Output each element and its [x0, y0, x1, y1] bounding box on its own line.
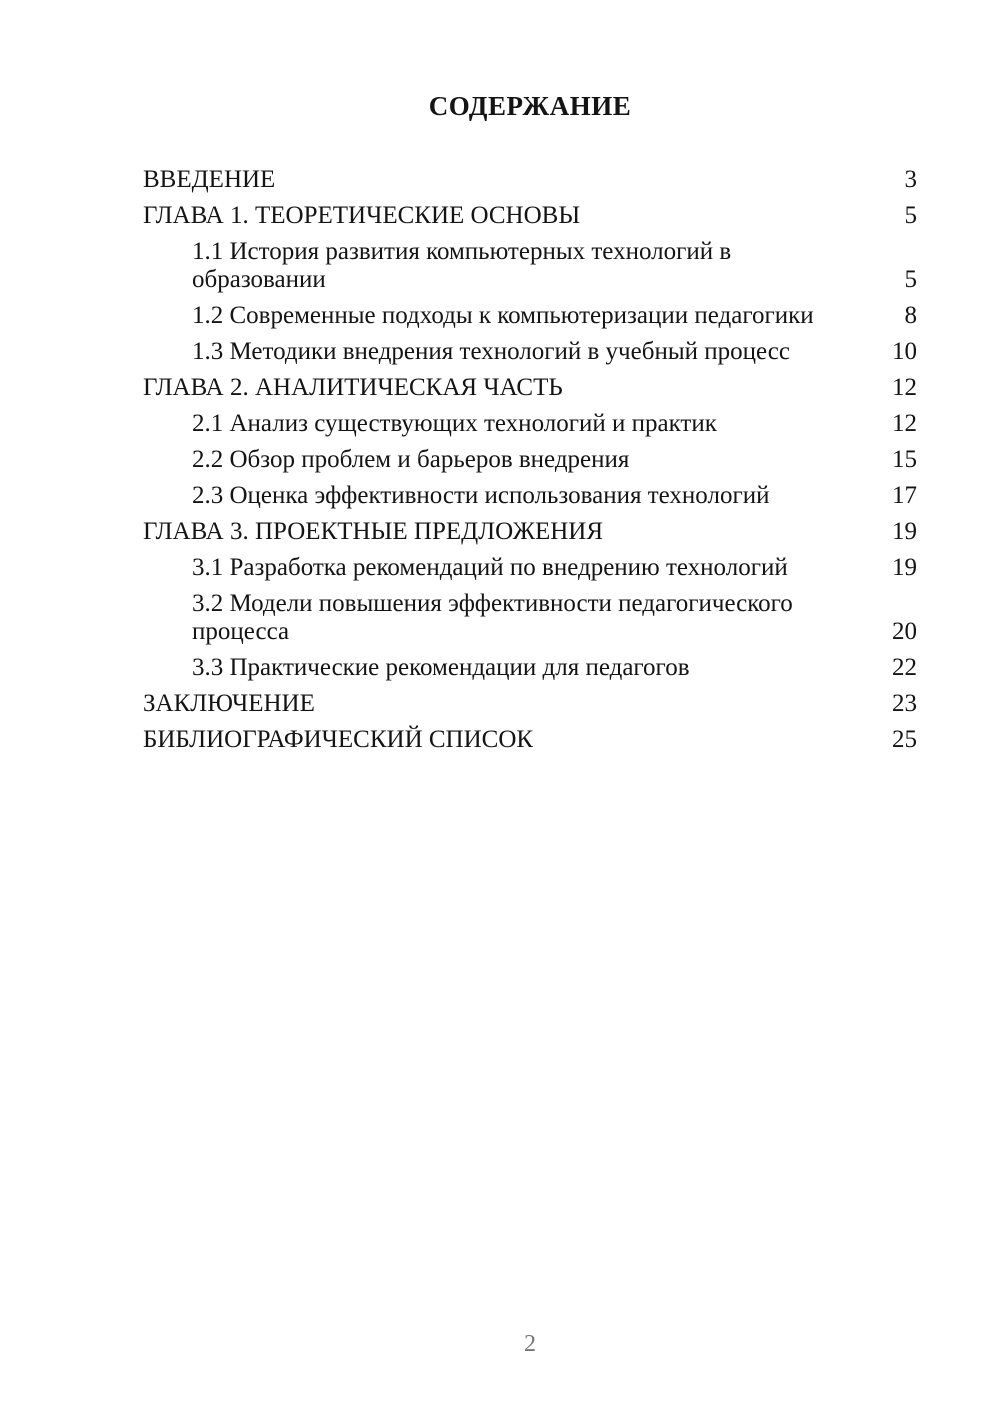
toc-entry-title-line: 2.2 Обзор проблем и барьеров внедрения	[192, 446, 630, 473]
toc-entry-title-line: процесса	[192, 618, 290, 645]
toc-entry-page-number: 15	[892, 446, 917, 473]
toc-entry-title	[143, 518, 869, 546]
toc-section	[143, 90, 917, 762]
toc-entry-title-line: 1.2 Современные подходы к компьютеризации педагогики	[192, 302, 814, 329]
toc-entry-page-number: 5	[904, 266, 917, 293]
toc-entry-title	[143, 374, 869, 402]
toc-entry-title	[143, 654, 869, 682]
toc-entry-title	[143, 590, 869, 646]
toc-entry-title-line: 2.1 Анализ существующих технологий и практик	[192, 410, 717, 437]
toc-entry-title-line: 1.3 Методики внедрения технологий в учебный процесс	[192, 338, 790, 365]
toc-entry	[143, 410, 917, 438]
footer-page-number: 2	[524, 1331, 536, 1357]
toc-entry-title	[143, 554, 869, 582]
toc-entry-title-line: БИБЛИОГРАФИЧЕСКИЙ СПИСОК	[143, 726, 534, 753]
toc-entry-title	[143, 726, 869, 754]
toc-entry	[143, 238, 917, 294]
toc-entry-title-line: 3.2 Модели повышения эффективности педагогического	[192, 590, 793, 617]
toc-entry	[143, 726, 917, 754]
toc-entry	[143, 302, 917, 330]
toc-entry-title	[143, 202, 869, 230]
toc-entry	[143, 166, 917, 194]
toc-entry	[143, 554, 917, 582]
toc-entry-title-line: ГЛАВА 2. АНАЛИТИЧЕСКАЯ ЧАСТЬ	[143, 374, 563, 401]
toc-entry-page-number: 20	[892, 618, 917, 645]
toc-entry-title-line: ЗАКЛЮЧЕНИЕ	[143, 690, 315, 717]
toc-entry-title-line: 3.1 Разработка рекомендаций по внедрению технологий	[192, 554, 788, 581]
toc-entry-title-line: ГЛАВА 3. ПРОЕКТНЫЕ ПРЕДЛОЖЕНИЯ	[143, 518, 604, 545]
toc-entry-page-number: 25	[892, 726, 917, 753]
toc-entry-page-number: 19	[892, 518, 917, 545]
toc-entry-page-number: 22	[892, 654, 917, 681]
toc-list	[143, 166, 917, 754]
toc-entry	[143, 338, 917, 366]
toc-entry-page-number: 19	[892, 554, 917, 581]
toc-entry-title-line: 2.3 Оценка эффективности использования технологий	[192, 482, 770, 509]
toc-entry-page-number: 3	[904, 166, 917, 193]
toc-entry-title-line: 1.1 История развития компьютерных технологий в	[192, 238, 732, 265]
toc-entry-page-number: 12	[892, 410, 917, 437]
toc-entry-title-line: ГЛАВА 1. ТЕОРЕТИЧЕСКИЕ ОСНОВЫ	[143, 202, 581, 229]
toc-entry	[143, 690, 917, 718]
toc-entry	[143, 654, 917, 682]
toc-entry-title	[143, 166, 869, 194]
toc-entry	[143, 482, 917, 510]
toc-entry-page-number: 12	[892, 374, 917, 401]
toc-entry-page-number: 23	[892, 690, 917, 717]
toc-entry-title-line: образовании	[192, 266, 326, 293]
toc-entry	[143, 202, 917, 230]
toc-entry-title	[143, 302, 869, 330]
toc-entry	[143, 446, 917, 474]
toc-entry-title-line: ВВЕДЕНИЕ	[143, 166, 276, 193]
toc-entry	[143, 518, 917, 546]
toc-entry-title-line: 3.3 Практические рекомендации для педагогов	[192, 654, 690, 681]
toc-entry-title	[143, 482, 869, 510]
toc-entry-title	[143, 690, 869, 718]
toc-entry	[143, 374, 917, 402]
toc-entry-page-number: 10	[892, 338, 917, 365]
page-title: СОДЕРЖАНИЕ	[428, 91, 632, 121]
toc-entry-page-number: 8	[904, 302, 917, 329]
toc-entry-title	[143, 238, 869, 294]
toc-entry-title	[143, 410, 869, 438]
toc-entry-page-number: 5	[904, 202, 917, 229]
toc-entry	[143, 590, 917, 646]
toc-entry-title	[143, 446, 869, 474]
toc-entry-title	[143, 338, 869, 366]
toc-entry-page-number: 17	[892, 482, 917, 509]
